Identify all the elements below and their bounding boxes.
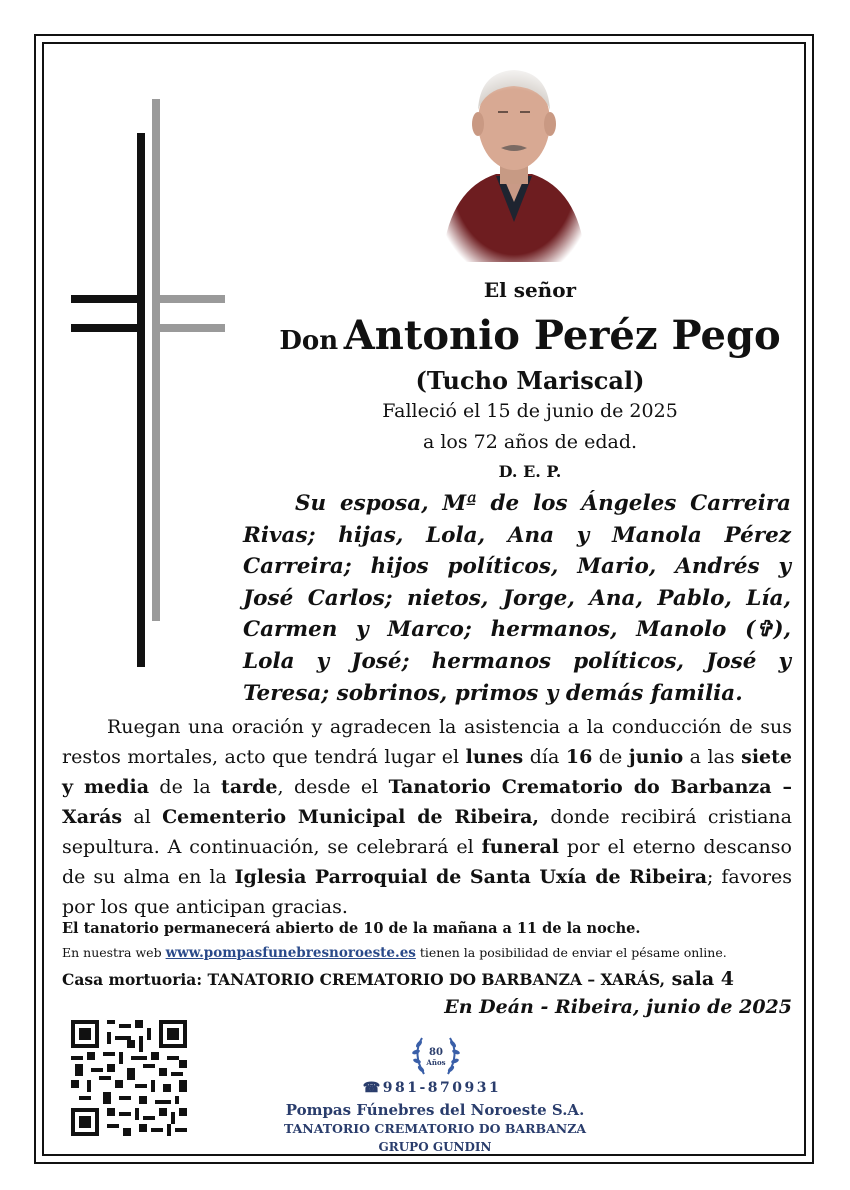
rip-abbreviation: D. E. P. bbox=[498, 462, 562, 481]
opening-hours: El tanatorio permanecerá abierto de 10 de la mañana a 11 de la noche. bbox=[62, 920, 641, 937]
portrait-photo bbox=[438, 62, 590, 262]
website-link[interactable]: www.pompasfunebresnoroeste.es bbox=[165, 945, 416, 961]
age: a los 72 años de edad. bbox=[422, 431, 638, 453]
place-date: En Deán - Ribeira, junio de 2025 bbox=[444, 996, 792, 1018]
full-name: Antonio Peréz Pego bbox=[343, 312, 781, 359]
family-text-2: ), Lola y José; hermanos políticos, José y Teresa; sobrinos, primos y demás familia. bbox=[243, 617, 791, 706]
company-name: Pompas Fúnebres del Noroeste S.A. bbox=[285, 1101, 585, 1119]
emblem-number: 80 bbox=[429, 1047, 443, 1058]
qr-code bbox=[71, 1020, 187, 1136]
family-text-1: Su esposa, Mª de los Ángeles Carreira Rivas; hijas, Lola, Ana y Manola Pérez Carreira; hijos políticos, Mario, Andrés y José Carlos; nietos, Jorge, Ana, Pablo, Lía, Carmen y Marco; hermanos, Manolo ( bbox=[243, 491, 791, 643]
nickname: (Tucho Mariscal) bbox=[415, 366, 645, 395]
death-date: Falleció el 15 de junio de 2025 bbox=[382, 400, 678, 422]
deceased-name bbox=[260, 312, 800, 359]
web-notice: En nuestra web www.pompasfunebresnoroeste.es tienen la posibilidad de enviar el pésame online. bbox=[62, 945, 727, 961]
small-cross-icon: ✞ bbox=[755, 617, 774, 643]
family-list bbox=[243, 488, 791, 709]
phone-line bbox=[262, 1080, 602, 1096]
company-group: GRUPO GUNDIN bbox=[378, 1140, 492, 1154]
honorific: El señor bbox=[483, 278, 577, 302]
company-tanatorio: TANATORIO CREMATORIO DO BARBANZA bbox=[283, 1121, 587, 1136]
funeral-home: Casa mortuoria: TANATORIO CREMATORIO DO BARBANZA – XARÁS, sala 4 bbox=[62, 968, 734, 990]
emblem-word: Años bbox=[426, 1058, 446, 1067]
service-paragraph: Ruegan una oración y agradecen la asistencia a la conducción de sus restos mortales, acto que tendrá lugar el lunes día 16 de junio a las siete y media de la tarde, desde el Tanatorio Crematorio do Barbanza – Xarás al Cementerio Municipal de Ribeira, donde recibirá cristiana sepultura. A continuación, se celebrará el funeral por el eterno descanso de su alma en la Iglesia Parroquial de Santa Uxía de Ribeira; favores por los que anticipan gracias. bbox=[62, 716, 792, 918]
laurel-emblem-icon bbox=[408, 1030, 464, 1080]
telephone-icon: ☎ bbox=[362, 1080, 383, 1096]
phone-number: 981-870931 bbox=[382, 1080, 502, 1096]
title-don: Don bbox=[279, 326, 339, 356]
